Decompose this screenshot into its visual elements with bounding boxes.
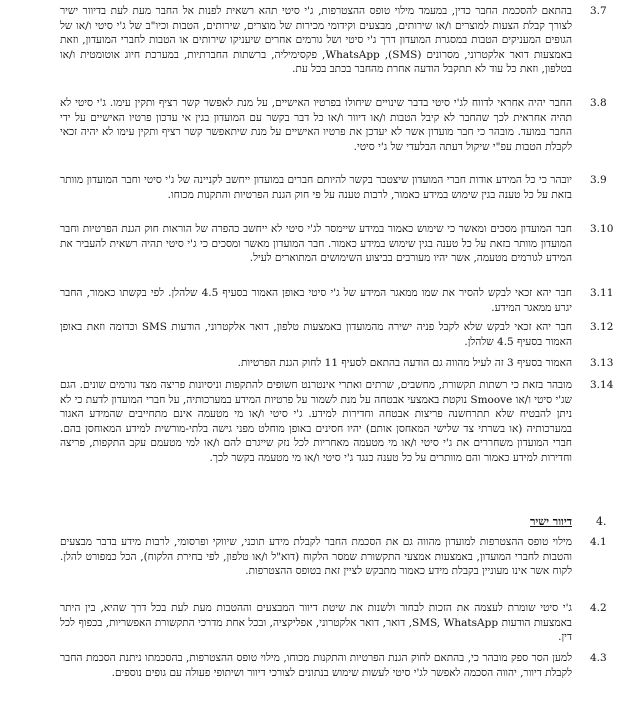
clause-3-8: החבר יהיה אחראי לדווח לג'י סיטי בדבר שינויים שיחולו בפרטיו האישיים, על מנת לאפשר קשר רציף ותקין עימו. ג'י סיטי לא תהיה אחראית לכך שהחבר לא קיבל הטבות ו/או דיוור ו/או כל דבר בקשר עם המועדון בגין אי עדכון פרטיו האישיים על ידי החבר במועד. מובהר כי חבר מועדון אשר לא יעדכן את פרטיו האישיים על מנת שיתאפשר קשר רציף ותקין עימו לא יהיה זכאי לקבלת הטבות עפ"י שיקול דעתה הבלעדי של ג'י סיטי. [60,97,572,153]
clause-number-4-2: 4.2 [590,602,607,614]
clause-3-14: מובהר בזאת כי רשתות תקשורת, מחשבים, שרתים ואתרי אינטרנט חשופים להתקפות וניסיונות פריצה מצד גורמים שונים. הגם שג'י סיטי ו/או Smoove נוקטת באמצעי אבטחה על מנת לשמור על פרטיות המידע במערכותיה, על חברי המועדון לדעת כי לא ניתן להבטיח שלא תתרחשנה פריצות אבטחה וחדירות למידע. ג'י סיטי ו/או מי מטעמה אינם מתחייבים שהמידע האגור במערכותיה (או בשרתי צד שלישי המאחסן אותם) יהיו חסינים באופן מוחלט מפני גישה בלתי-מורשית למידע המאוחסן בהם. חברי המועדון משחררים את ג'י סיטי ו/או מי מטעמה מאחריות לכל נזק שייגרם להם ו/או למי מטעמם עקב התקפות, פריצה וחדירות למידע כאמור והם מוותרים על כל טענה כנגד ג'י סיטי ו/או מי מטעמה בקשר לכך. [60,379,572,464]
clause-number-4-3: 4.3 [590,652,607,664]
clause-3-7: בהתאם להסכמת החבר כדין, במעמד מילוי טופס ההצטרפות, ג'י סיטי תהא רשאית לפנות אל החבר מעת לעת בדיוור ישיר לצורך קבלת הצעות למוצרים ו/או שירותים, מבצעים וקידומי מכירות של מוצרים, שירותים, הטבות וכיו"ב של ג'י סיטי ו/או של הגופים המעניקים הטבות במסגרת המועדון דרך ג'י סיטי ושל גורמים אחרים שיעניקו שירותים או הטבות לחברי המועדון, וזאת באמצעות דואר אלקטרוני, מסרונים (SMS), WhatsApp, פקסימיליה, ברשתות החברתיות, במערכת חיוג אוטומטית ו/או בטלפון, וזאת כל עוד לא תתקבל הודעה אחרת מהחבר בכתב בכל עת. [60,5,573,75]
clause-3-11: חבר יהא זכאי לבקש להסיר את שמו ממאגר המידע של ג'י סיטי באופן האמור בסעיף 4.5 שלהלן. לפי בקשתו כאמור, החבר יגרע ממאגר המידע. [60,287,572,314]
clause-number-3-11: 3.11 [590,287,614,299]
clause-4-1: מילוי טופס ההצטרפות למועדון מהווה גם את הסכמת החבר לקבלת מידע תוכני, שיווקי ופרסומי, לרבות מידע בדבר מבצעים והטבות לחברי המועדון, באמצעות אמצעי התקשורת שמסר הלקוח (דוא"ל ו/או טלפון, לפי בחירת הלקוח), הכל כמפורט להלן. לקוח אשר אינו מעוניין בקבלת מידע כאמור מתבקש לציין זאת בטופס ההצטרפות. [60,536,572,577]
section-title-direct-mail: דיוור ישיר [530,515,572,528]
clause-number-3-9: 3.9 [590,174,607,186]
clause-number-3-8: 3.8 [590,97,607,109]
clause-4-3: למען הסר ספק מובהר כי, בהתאם לחוק הגנת הפרטיות והתקנות מכוחו, מילוי טופס ההצטרפות, בהסכמתו ניתנת הסכמת החבר לקבלת דיוור, יהווה הסכמה לאפשר לג'י סיטי לעשות שימוש בנתונים לצורכי דיוור ושיתופי פעולה עם גופים נוספים. [60,652,572,679]
clause-3-12: חבר יהא זכאי לבקש שלא לקבל פניה ישירה מהמועדון באמצעות טלפון, דואר אלקטרוני, הודעות SMS וכדומה וזאת באופן האמור בסעיף 4.5 שלהלן. [60,321,572,348]
clause-number-3-12: 3.12 [590,321,614,333]
clause-number-4-1: 4.1 [590,536,607,548]
clause-number-3-13: 3.13 [590,357,614,369]
clause-3-9: יובהר כי כל המידע אודות חברי המועדון שיצטבר בקשר להיותם חברים במועדון ייחשב לקניינה של ג'י סיטי וחבר המועדון מוותר בזאת על כל טענה בגין שימוש במידע כאמור, לרבות טענה על פי חוק הגנת הפרטיות והתקנות מכוחו. [60,174,572,201]
clause-4-2: ג'י סיטי שומרת לעצמה את הזכות לבחור ולשנות את שיטת דיוור המבצעים וההטבות מעת לעת בכל דרך שהיא, בין היתר באמצעות הודעות SMS, WhatsApp, דואר, דואר אלקטרוני, אפליקציה, ובכל אחת מדרכי התקשורת האפשריות, בכפוף לכל דין. [60,602,572,643]
clause-number-3-14: 3.14 [590,379,614,391]
clause-number-3-7: 3.7 [590,5,607,17]
clause-3-10: חבר המועדון מסכים ומאשר כי שימוש כאמור במידע שיימסר לג'י סיטי לא ייחשב כהפרה של הוראות חוק הגנת הפרטיות וחבר המועדון מוותר בזאת על כל טענה בגין שימוש במידע כאמור. חבר המועדון מאשר ומסכים כי ג'י סיטי תהיה רשאית להעביר את המידע לגורמים מטעמה, אשר יהיו מעורבים בביצוע השימושים המתוארים לעיל. [60,223,572,264]
clause-3-13: האמור בסעיף 3 זה לעיל מהווה גם הודעה בהתאם לסעיף 11 לחוק הגנת הפרטיות. [237,357,572,369]
clause-number-3-10: 3.10 [590,223,614,235]
section-number-4: 4. [596,515,607,528]
